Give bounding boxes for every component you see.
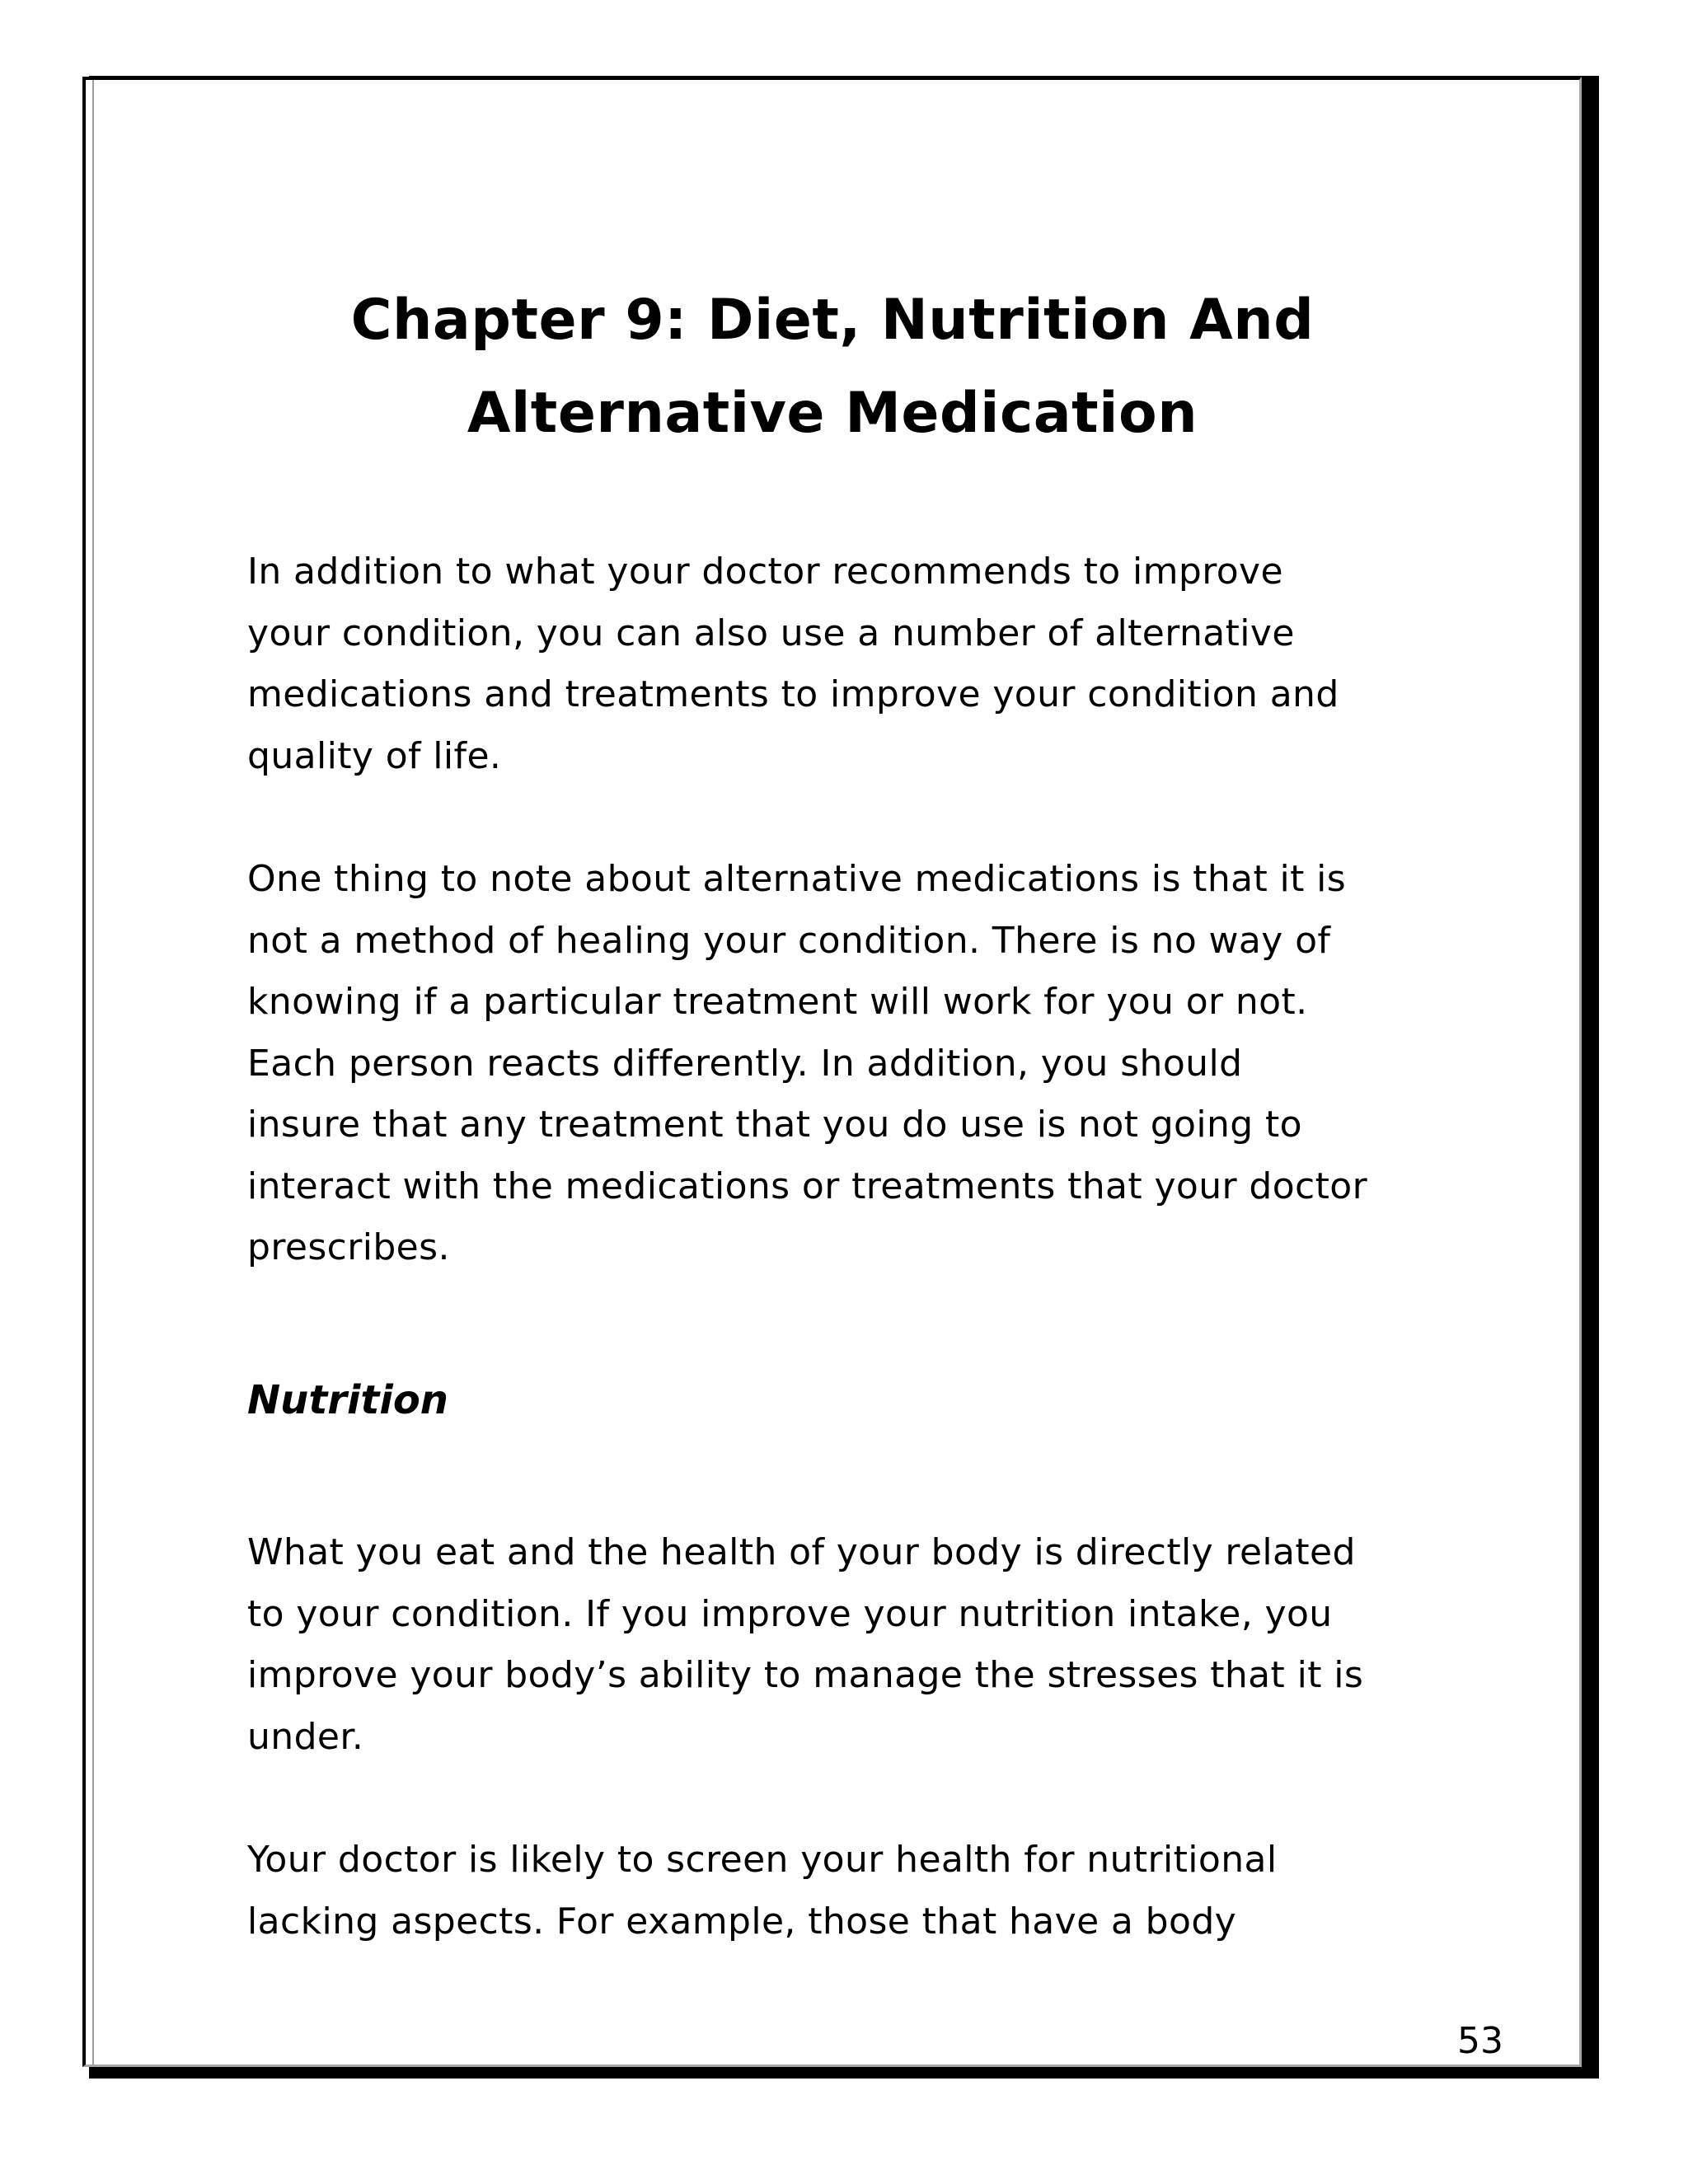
document-page [82,77,1582,2067]
screening-paragraph: Your doctor is likely to screen your health for nutritional lacking aspects. For example, those that have a body [247,1839,1278,1943]
intro-paragraph: In addition to what your doctor recommends to improve your condition, you can also use a number of alternative medications and treatments to improve your condition and quality of life. [247,551,1339,777]
section-heading-nutrition: Nutrition [247,1377,448,1423]
note-paragraph: One thing to note about alternative medications is that it is not a method of healing your condition. There is no way of knowing if a particular treatment will work for you or not. Each person reacts differently. In addition, you should insure that any treatment that you do use is not going to interact with the medications or treatments that your doctor prescribes. [247,858,1368,1268]
chapter-title-line-2: Alternative Medication [467,381,1198,446]
page-number: 53 [1457,2020,1503,2062]
nutrition-paragraph: What you eat and the health of your body is directly related to your condition. If you improve your nutrition intake, you improve your body’s ability to manage the stresses that it is under. [247,1531,1364,1758]
chapter-title [86,274,1579,460]
chapter-title-line-1: Chapter 9: Diet, Nutrition And [350,288,1315,353]
